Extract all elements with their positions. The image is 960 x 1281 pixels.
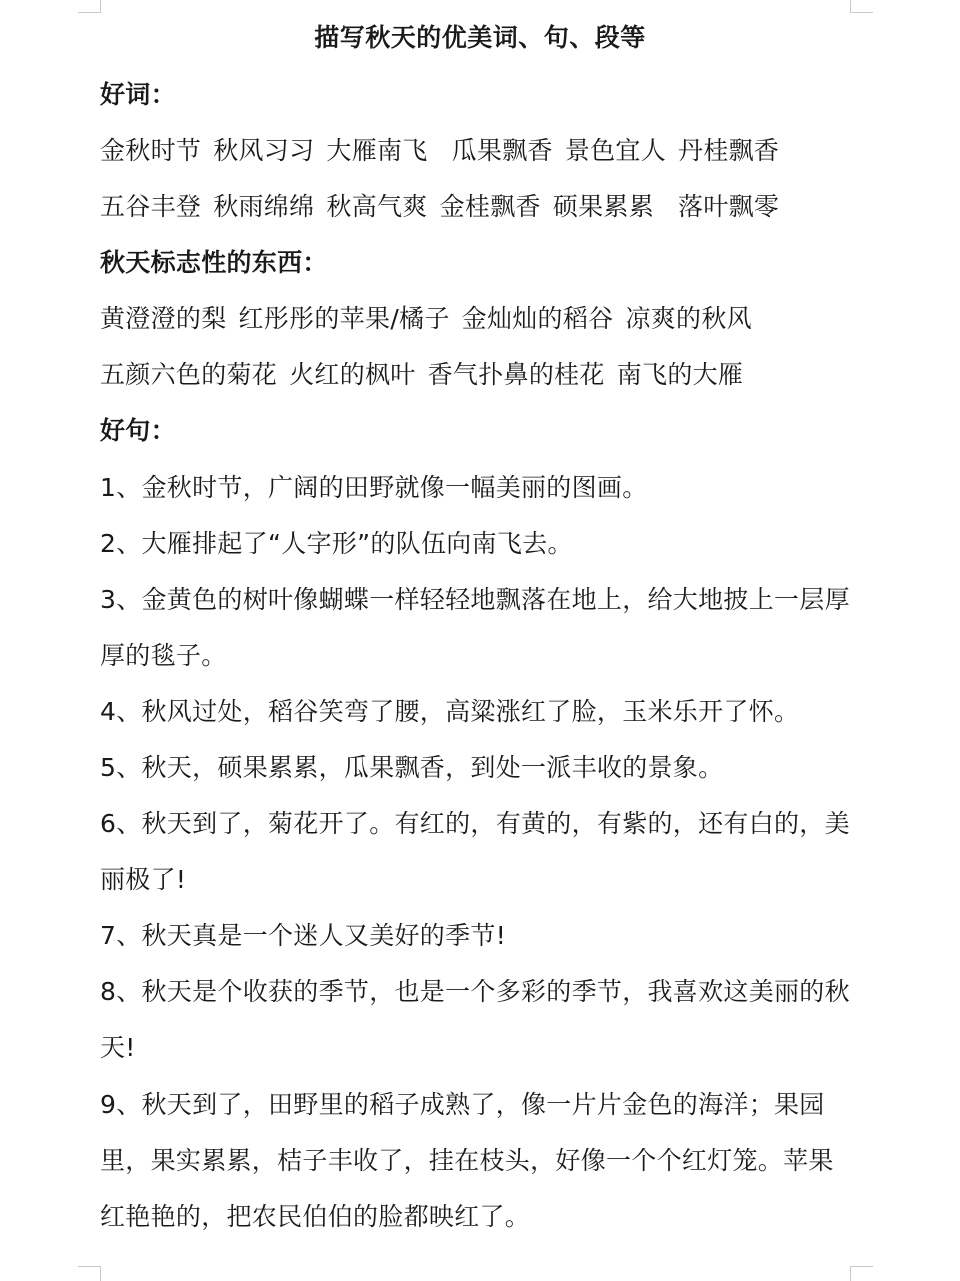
sentence-line: 厚的毯子。 [100, 641, 227, 670]
sentence-line: 天! [100, 1033, 136, 1062]
word: 秋高气爽 [326, 192, 428, 221]
word: 大雁南飞 [326, 136, 428, 165]
symbols-row-1 [100, 301, 860, 337]
symbol-item: 五颜六色的菊花 [100, 360, 278, 389]
word: 景色宜人 [564, 136, 667, 165]
sentence-line: 丽极了! [100, 865, 187, 894]
symbols-row-2 [100, 357, 860, 393]
good-words-row-1 [100, 133, 860, 169]
word: 硕果累累 [552, 192, 655, 221]
word: 秋雨绵绵 [213, 192, 315, 221]
word: 秋风习习 [213, 136, 315, 165]
symbol-item: 红彤彤的苹果/橘子 [238, 304, 450, 333]
word: 落叶飘零 [678, 192, 780, 221]
sentence-line: 4、秋风过处，稻谷笑弯了腰，高粱涨红了脸，玉米乐开了怀。 [100, 697, 800, 726]
good-sentences-heading: 好句： [100, 416, 176, 445]
symbol-item: 火红的枫叶 [289, 360, 416, 389]
crop-mark-bottom-right [850, 1266, 873, 1281]
word: 五谷丰登 [100, 192, 202, 221]
sentence-line: 9、秋天到了，田野里的稻子成熟了，像一片片金色的海洋；果园 [100, 1090, 825, 1119]
good-words-heading: 好词： [100, 80, 176, 109]
sentence-line: 8、秋天是个收获的季节，也是一个多彩的季节，我喜欢这美丽的秋 [100, 977, 850, 1006]
sentence-line: 6、秋天到了，菊花开了。有红的，有黄的，有紫的，还有白的，美 [100, 809, 850, 838]
crop-mark-bottom-left [78, 1266, 101, 1281]
symbol-item: 金灿灿的稻谷 [461, 304, 614, 333]
symbol-item: 南飞的大雁 [616, 360, 744, 389]
symbol-item: 黄澄澄的梨 [100, 304, 227, 333]
sentence-line: 5、秋天，硕果累累，瓜果飘香，到处一派丰收的景象。 [100, 753, 724, 782]
document-title: 描写秋天的优美词、句、段等 [314, 23, 646, 52]
symbol-item: 凉爽的秋风 [625, 304, 752, 333]
crop-mark-top-right [850, 0, 873, 13]
sentence-line: 2、大雁排起了“人字形”的队伍向南飞去。 [100, 529, 573, 558]
sentence-line: 1、金秋时节，广阔的田野就像一幅美丽的图画。 [100, 473, 648, 502]
word: 金秋时节 [100, 136, 202, 165]
sentence-line: 里，果实累累，桔子丰收了，挂在枝头，好像一个个红灯笼。苹果 [100, 1146, 834, 1175]
word: 丹桂飘香 [678, 136, 780, 165]
sentence-line: 红艳艳的，把农民伯伯的脸都映红了。 [100, 1202, 531, 1231]
good-words-row-2 [100, 189, 860, 225]
sentence-line: 3、金黄色的树叶像蝴蝶一样轻轻地飘落在地上，给大地披上一层厚 [100, 585, 850, 614]
symbol-item: 香气扑鼻的桂花 [427, 360, 605, 389]
symbols-heading: 秋天标志性的东西： [100, 248, 328, 277]
word: 瓜果飘香 [451, 136, 553, 165]
crop-mark-top-left [78, 0, 101, 13]
sentence-line: 7、秋天真是一个迷人又美好的季节! [100, 921, 507, 950]
word: 金桂飘香 [439, 192, 541, 221]
